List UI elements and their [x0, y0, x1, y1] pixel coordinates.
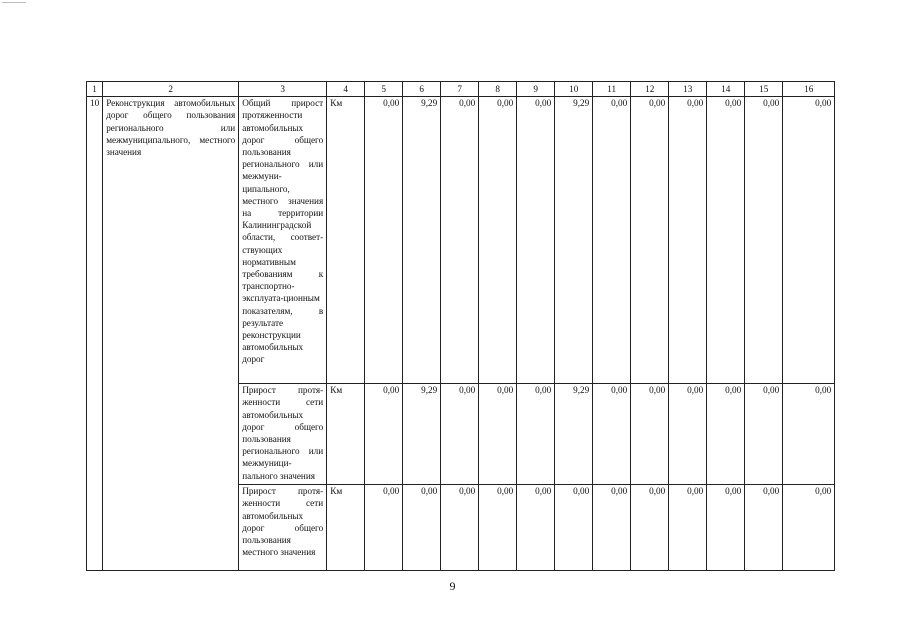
value-cell: 0,00 [441, 97, 479, 384]
indicator-cell: Прирост протя-женности сети автомобильных дорог общего пользования регионального или межмуници-пального значения [239, 384, 327, 485]
value-cell: 0,00 [593, 485, 631, 571]
value-cell: 0,00 [745, 384, 783, 485]
value-cell: 0,00 [479, 384, 517, 485]
value-cell: 0,00 [479, 485, 517, 571]
value-cell: 9,29 [403, 384, 441, 485]
page-number: 9 [449, 579, 456, 593]
value-cell: 0,00 [783, 485, 835, 571]
column-number-header: 3 [239, 82, 327, 97]
column-number-header: 6 [403, 82, 441, 97]
indicator-cell: Прирост протя-женности сети автомобильных дорог общего пользования местного значения [239, 485, 327, 571]
value-cell: 0,00 [631, 97, 669, 384]
value-cell: 9,29 [555, 97, 593, 384]
column-number-header: 11 [593, 82, 631, 97]
value-cell: 0,00 [745, 485, 783, 571]
value-cell: 0,00 [441, 384, 479, 485]
value-cell: 0,00 [783, 384, 835, 485]
value-cell: 0,00 [517, 97, 555, 384]
unit-cell: Км [327, 384, 365, 485]
value-cell: 0,00 [669, 485, 707, 571]
indicator-cell: Общий прирост протяженности автомобильных дорог общего пользования регионального или межмуни-ципального, местного значения на территории Калининградской области, соответ-ствующих нормативным требованиям к транспортно-эксплуата-ционным показателям, в результате реконструкции автомобильных дорог [239, 97, 327, 384]
column-number-row [87, 82, 835, 97]
value-cell: 0,00 [517, 384, 555, 485]
value-cell: 0,00 [669, 384, 707, 485]
value-cell: 9,29 [403, 97, 441, 384]
value-cell: 0,00 [707, 485, 745, 571]
unit-cell: Км [327, 97, 365, 384]
column-number-header: 8 [479, 82, 517, 97]
scan-artifact-line [2, 2, 26, 3]
value-cell: 0,00 [441, 485, 479, 571]
value-cell: 0,00 [365, 97, 403, 384]
column-number-header: 5 [365, 82, 403, 97]
column-number-header: 1 [87, 82, 103, 97]
row-number-cell: 10 [87, 97, 103, 571]
unit-cell: Км [327, 485, 365, 571]
value-cell: 9,29 [555, 384, 593, 485]
column-number-header: 7 [441, 82, 479, 97]
column-number-header: 2 [103, 82, 239, 97]
value-cell: 0,00 [403, 485, 441, 571]
column-number-header: 16 [783, 82, 835, 97]
event-name-cell: Реконструкция автомобильных дорог общего пользования регионального или межмуниципального, местного значения [103, 97, 239, 571]
column-number-header: 12 [631, 82, 669, 97]
value-cell: 0,00 [707, 384, 745, 485]
column-number-header: 9 [517, 82, 555, 97]
value-cell: 0,00 [745, 97, 783, 384]
column-number-header: 13 [669, 82, 707, 97]
value-cell: 0,00 [783, 97, 835, 384]
value-cell: 0,00 [365, 384, 403, 485]
column-number-header: 10 [555, 82, 593, 97]
column-number-header: 15 [745, 82, 783, 97]
column-number-header: 4 [327, 82, 365, 97]
value-cell: 0,00 [707, 97, 745, 384]
value-cell: 0,00 [631, 384, 669, 485]
table-row [87, 97, 835, 384]
value-cell: 0,00 [593, 384, 631, 485]
indicator-table [86, 81, 835, 571]
value-cell: 0,00 [669, 97, 707, 384]
value-cell: 0,00 [593, 97, 631, 384]
value-cell: 0,00 [365, 485, 403, 571]
column-number-header: 14 [707, 82, 745, 97]
value-cell: 0,00 [555, 485, 593, 571]
value-cell: 0,00 [479, 97, 517, 384]
value-cell: 0,00 [517, 485, 555, 571]
value-cell: 0,00 [631, 485, 669, 571]
